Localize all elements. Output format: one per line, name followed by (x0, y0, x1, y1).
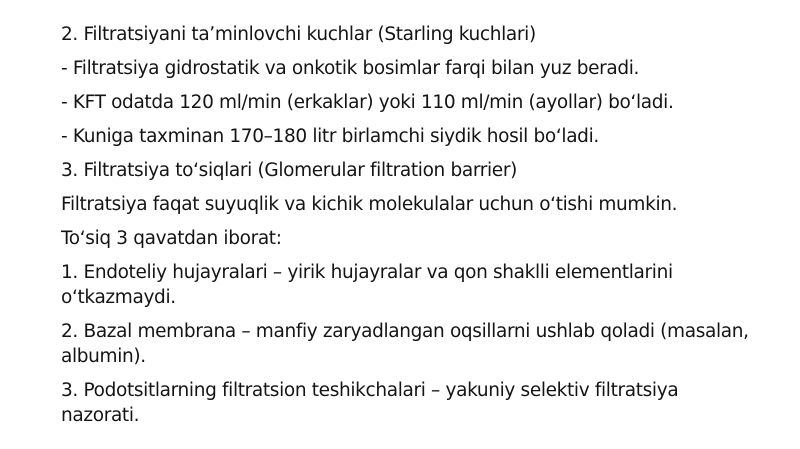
layer-endothelium: 1. Endoteliy hujayralari – yirik hujayralar va qon shaklli elementlarini oʻtkazmaydi. (61, 262, 673, 308)
barrier-layers-intro: Toʻsiq 3 qavatdan iborat: (61, 228, 282, 249)
slide-body-text (61, 22, 751, 437)
starling-forces-heading: 2. Filtratsiyani taʼminlovchi kuchlar (Starling kuchlari) (61, 24, 536, 45)
bullet-gfr-values: - KFT odatda 120 ml/min (erkaklar) yoki 110 ml/min (ayollar) boʻladi. (61, 92, 674, 113)
barrier-description: Filtratsiya faqat suyuqlik va kichik molekulalar uchun oʻtishi mumkin. (61, 194, 678, 215)
bullet-pressure-difference: - Filtratsiya gidrostatik va onkotik bosimlar farqi bilan yuz beradi. (61, 58, 640, 79)
layer-podocyte-slits: 3. Podotsitlarning filtratsion teshikchalari – yakuniy selektiv filtratsiya nazorati. (61, 380, 679, 426)
filtration-barrier-heading: 3. Filtratsiya toʻsiqlari (Glomerular filtration barrier) (61, 160, 517, 181)
layer-basement-membrane: 2. Bazal membrana – manfiy zaryadlangan oqsillarni ushlab qoladi (masalan, albumin). (61, 321, 749, 367)
bullet-daily-primary-urine: - Kuniga taxminan 170–180 litr birlamchi siydik hosil boʻladi. (61, 126, 599, 147)
